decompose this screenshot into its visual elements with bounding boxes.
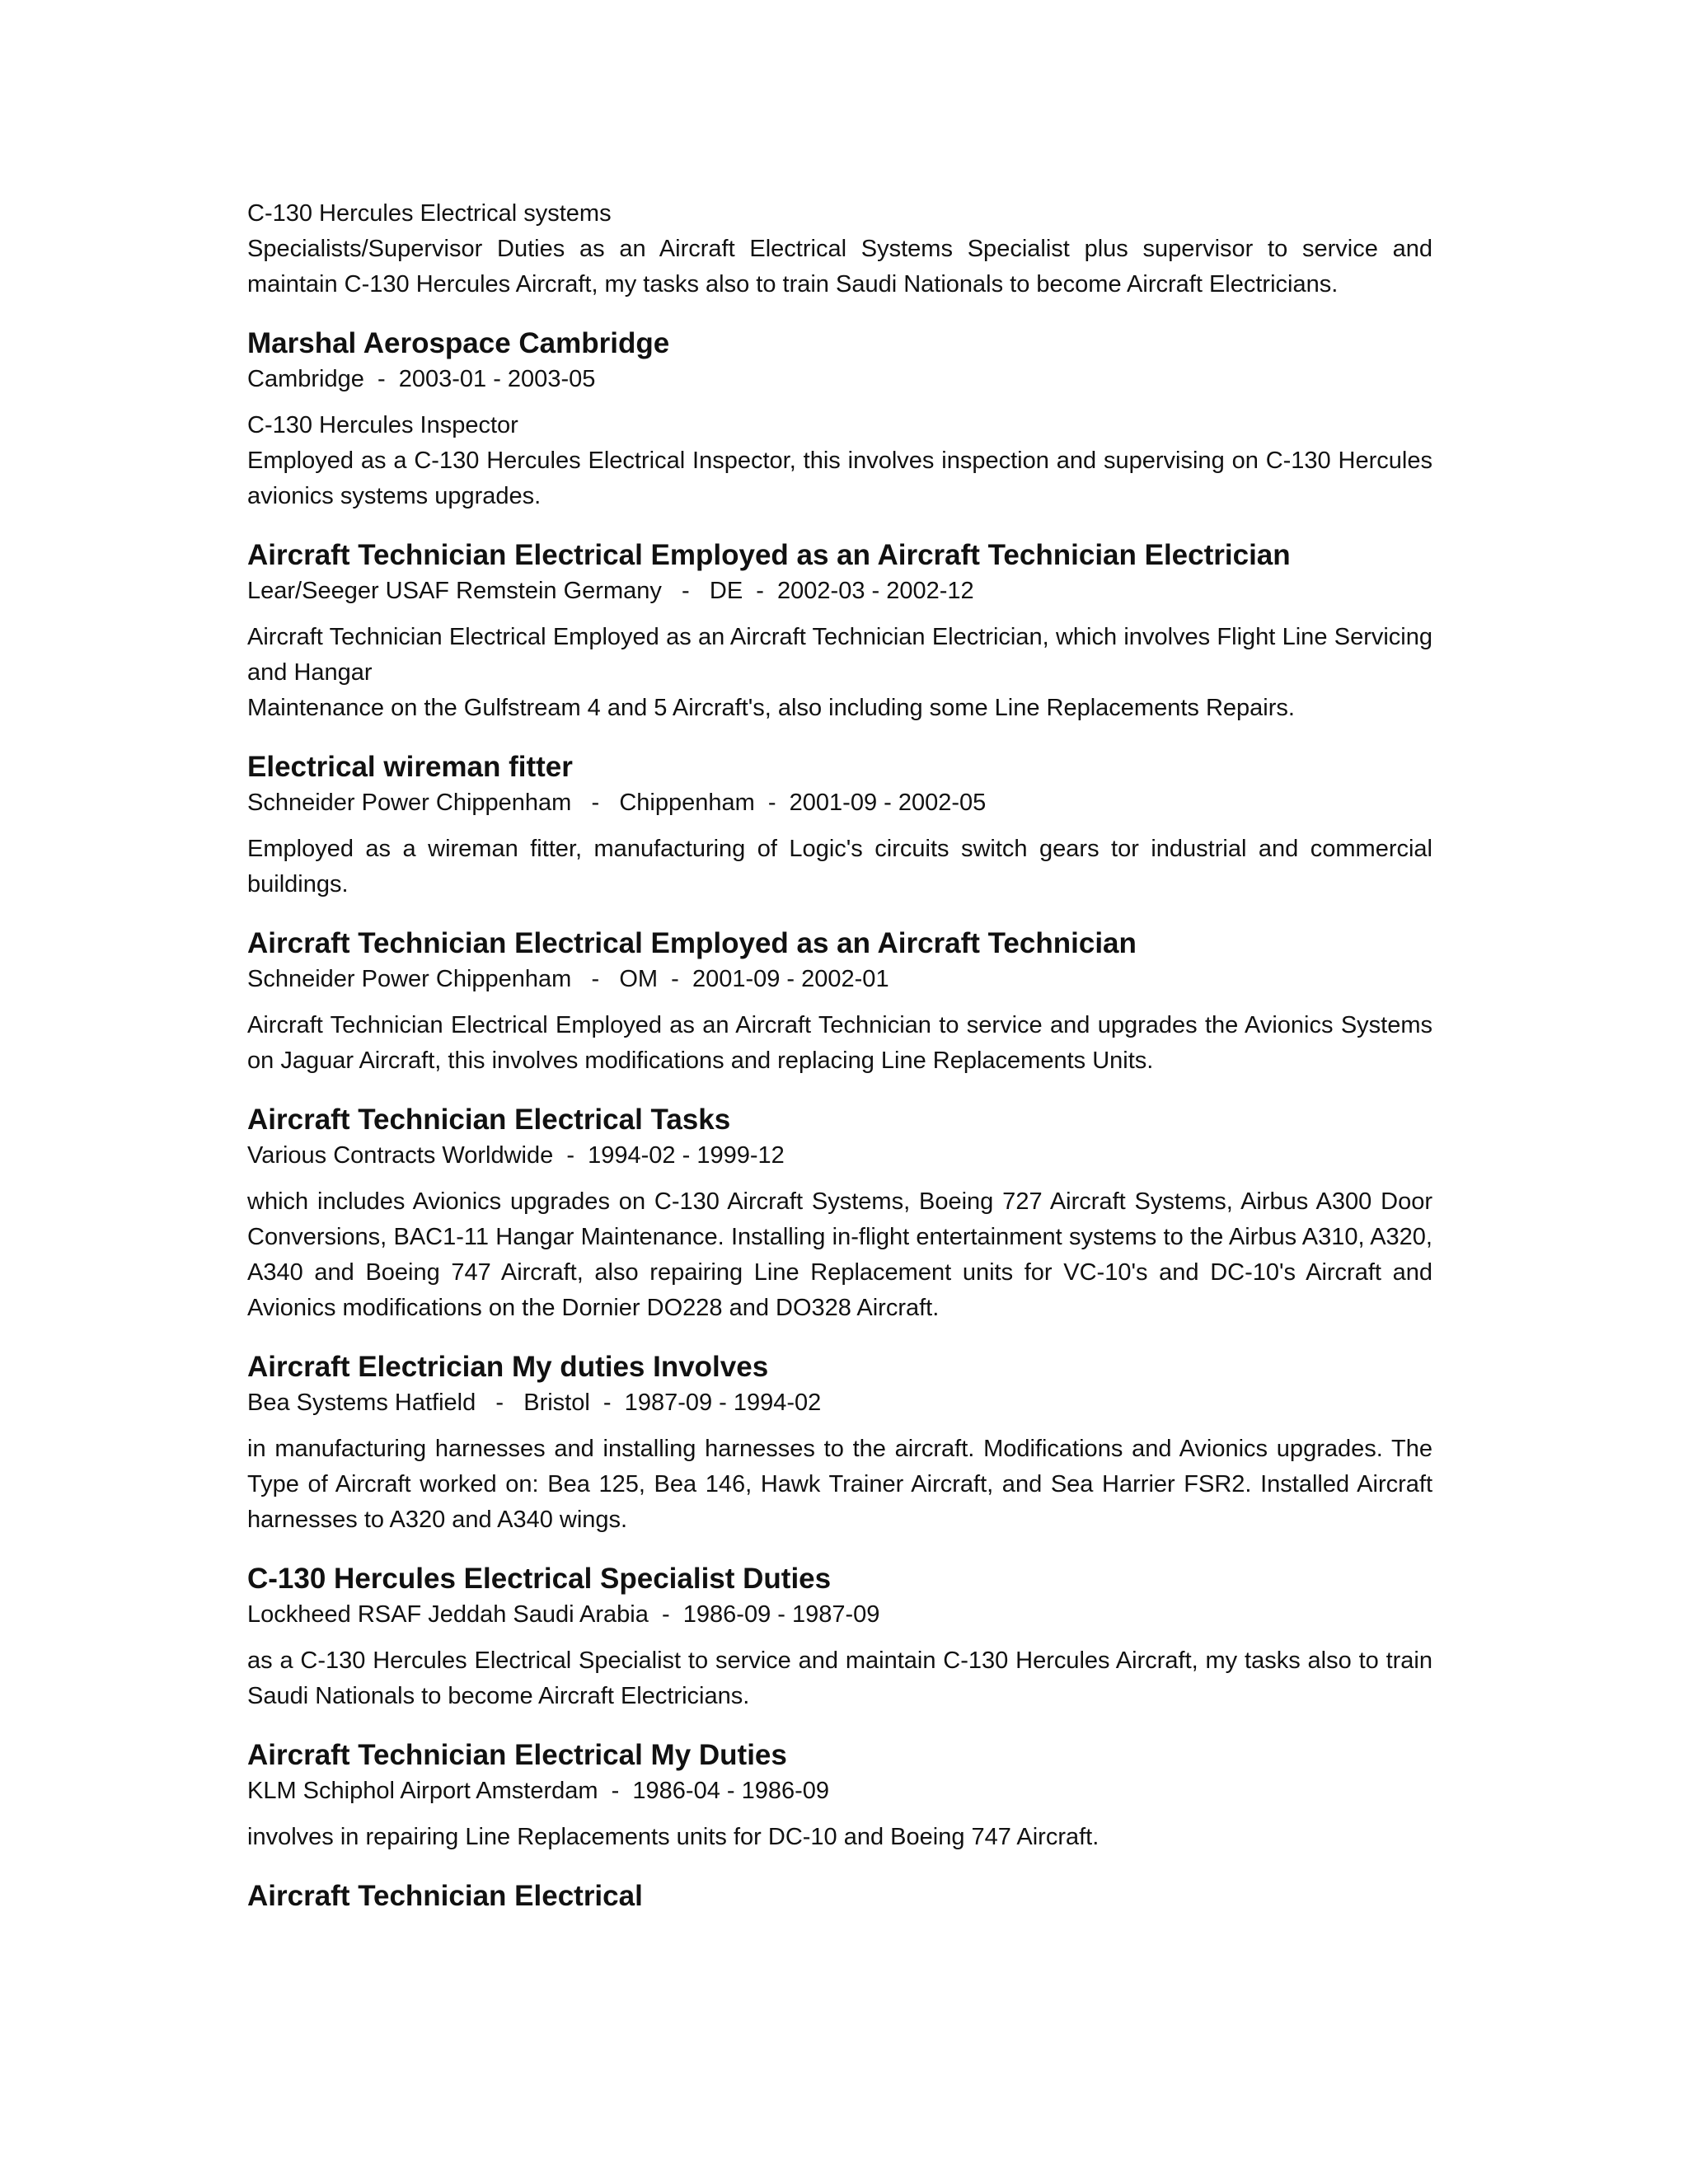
intro-section [247,196,1432,302]
entry-title: Aircraft Technician Electrical Tasks [247,1104,731,1136]
intro-description: Specialists/Supervisor Duties as an Aircraft Electrical Systems Specialist plus supervisor to service and maintain C-130 Hercules Aircraft, my tasks also to train Saudi Nationals to become Aircraft Electricians. [247,236,1432,298]
entry-title: Marshal Aerospace Cambridge [247,327,670,359]
experience-entry [247,1102,1432,1326]
experience-entry [247,749,1432,902]
experience-entry [247,926,1432,1079]
entry-title: Aircraft Technician Electrical Employed as an Aircraft Technician Electrician [247,539,1291,571]
entry-description: as a C-130 Hercules Electrical Specialist to service and maintain C-130 Hercules Aircraft, my tasks also to train Saudi Nationals to become Aircraft Electricians. [247,1647,1432,1709]
entry-description: in manufacturing harnesses and installing harnesses to the aircraft. Modifications and Avionics upgrades. The Type of Aircraft worked on: Bea 125, Bea 146, Hawk Trainer Aircraft, and Sea Harrier FSR2. Installed Aircraft harnesses to A320 and A340 wings. [247,1436,1432,1533]
intro-role-title: C-130 Hercules Electrical systems [247,200,612,227]
experience-entry [247,1561,1432,1714]
experience-entry [247,1878,1432,1915]
entry-description: which includes Avionics upgrades on C-130 Aircraft Systems, Boeing 727 Aircraft Systems, Airbus A300 Door Conversions, BAC1-11 Hangar Maintenance. Installing in-flight entertainment systems to the Airbus A310, A320, A340 and Boeing 747 Aircraft, also repairing Line Replacement units for VC-10's and DC-10's Aircraft and Avionics modifications on the Dornier DO228 and DO328 Aircraft. [247,1188,1432,1321]
entry-title: Aircraft Technician Electrical [247,1880,643,1912]
experience-entry [247,326,1432,514]
entry-title: Electrical wireman fitter [247,751,573,783]
entry-description: Maintenance on the Gulfstream 4 and 5 Aircraft's, also including some Line Replacements Repairs. [247,695,1295,721]
entry-meta: Lear/Seeger USAF Remstein Germany - DE - 2002-03 - 2002-12 [247,578,974,604]
entry-description: involves in repairing Line Replacements units for DC-10 and Boeing 747 Aircraft. [247,1824,1100,1850]
entry-description: Aircraft Technician Electrical Employed as an Aircraft Technician Electrician, which involves Flight Line Servicing and Hangar [247,624,1432,686]
entry-meta: Bea Systems Hatfield - Bristol - 1987-09 - 1994-02 [247,1390,822,1416]
entry-description: Aircraft Technician Electrical Employed as an Aircraft Technician to service and upgrades the Avionics Systems on Jaguar Aircraft, this involves modifications and replacing Line Replacements Units. [247,1012,1432,1074]
entry-title: Aircraft Electrician My duties Involves [247,1351,769,1383]
experience-entry [247,537,1432,726]
experience-list [247,326,1432,1915]
entry-title: Aircraft Technician Electrical Employed as an Aircraft Technician [247,927,1137,959]
entry-meta: Various Contracts Worldwide - 1994-02 - 1999-12 [247,1142,785,1169]
experience-entry [247,1737,1432,1855]
entry-meta: Cambridge - 2003-01 - 2003-05 [247,366,596,392]
entry-meta: Schneider Power Chippenham - Chippenham - 2001-09 - 2002-05 [247,790,987,816]
entry-subtitle: C-130 Hercules Inspector [247,412,518,438]
entry-title: C-130 Hercules Electrical Specialist Duties [247,1563,832,1595]
entry-meta: KLM Schiphol Airport Amsterdam - 1986-04 - 1986-09 [247,1778,830,1804]
experience-entry [247,1349,1432,1538]
resume-page [247,196,1432,1915]
entry-description: Employed as a wireman fitter, manufacturing of Logic's circuits switch gears tor industrial and commercial buildings. [247,836,1432,898]
entry-description: Employed as a C-130 Hercules Electrical Inspector, this involves inspection and supervising on C-130 Hercules avionics systems upgrades. [247,448,1432,509]
entry-meta: Lockheed RSAF Jeddah Saudi Arabia - 1986-09 - 1987-09 [247,1601,880,1628]
entry-title: Aircraft Technician Electrical My Duties [247,1739,787,1771]
entry-meta: Schneider Power Chippenham - OM - 2001-09 - 2002-01 [247,966,889,992]
